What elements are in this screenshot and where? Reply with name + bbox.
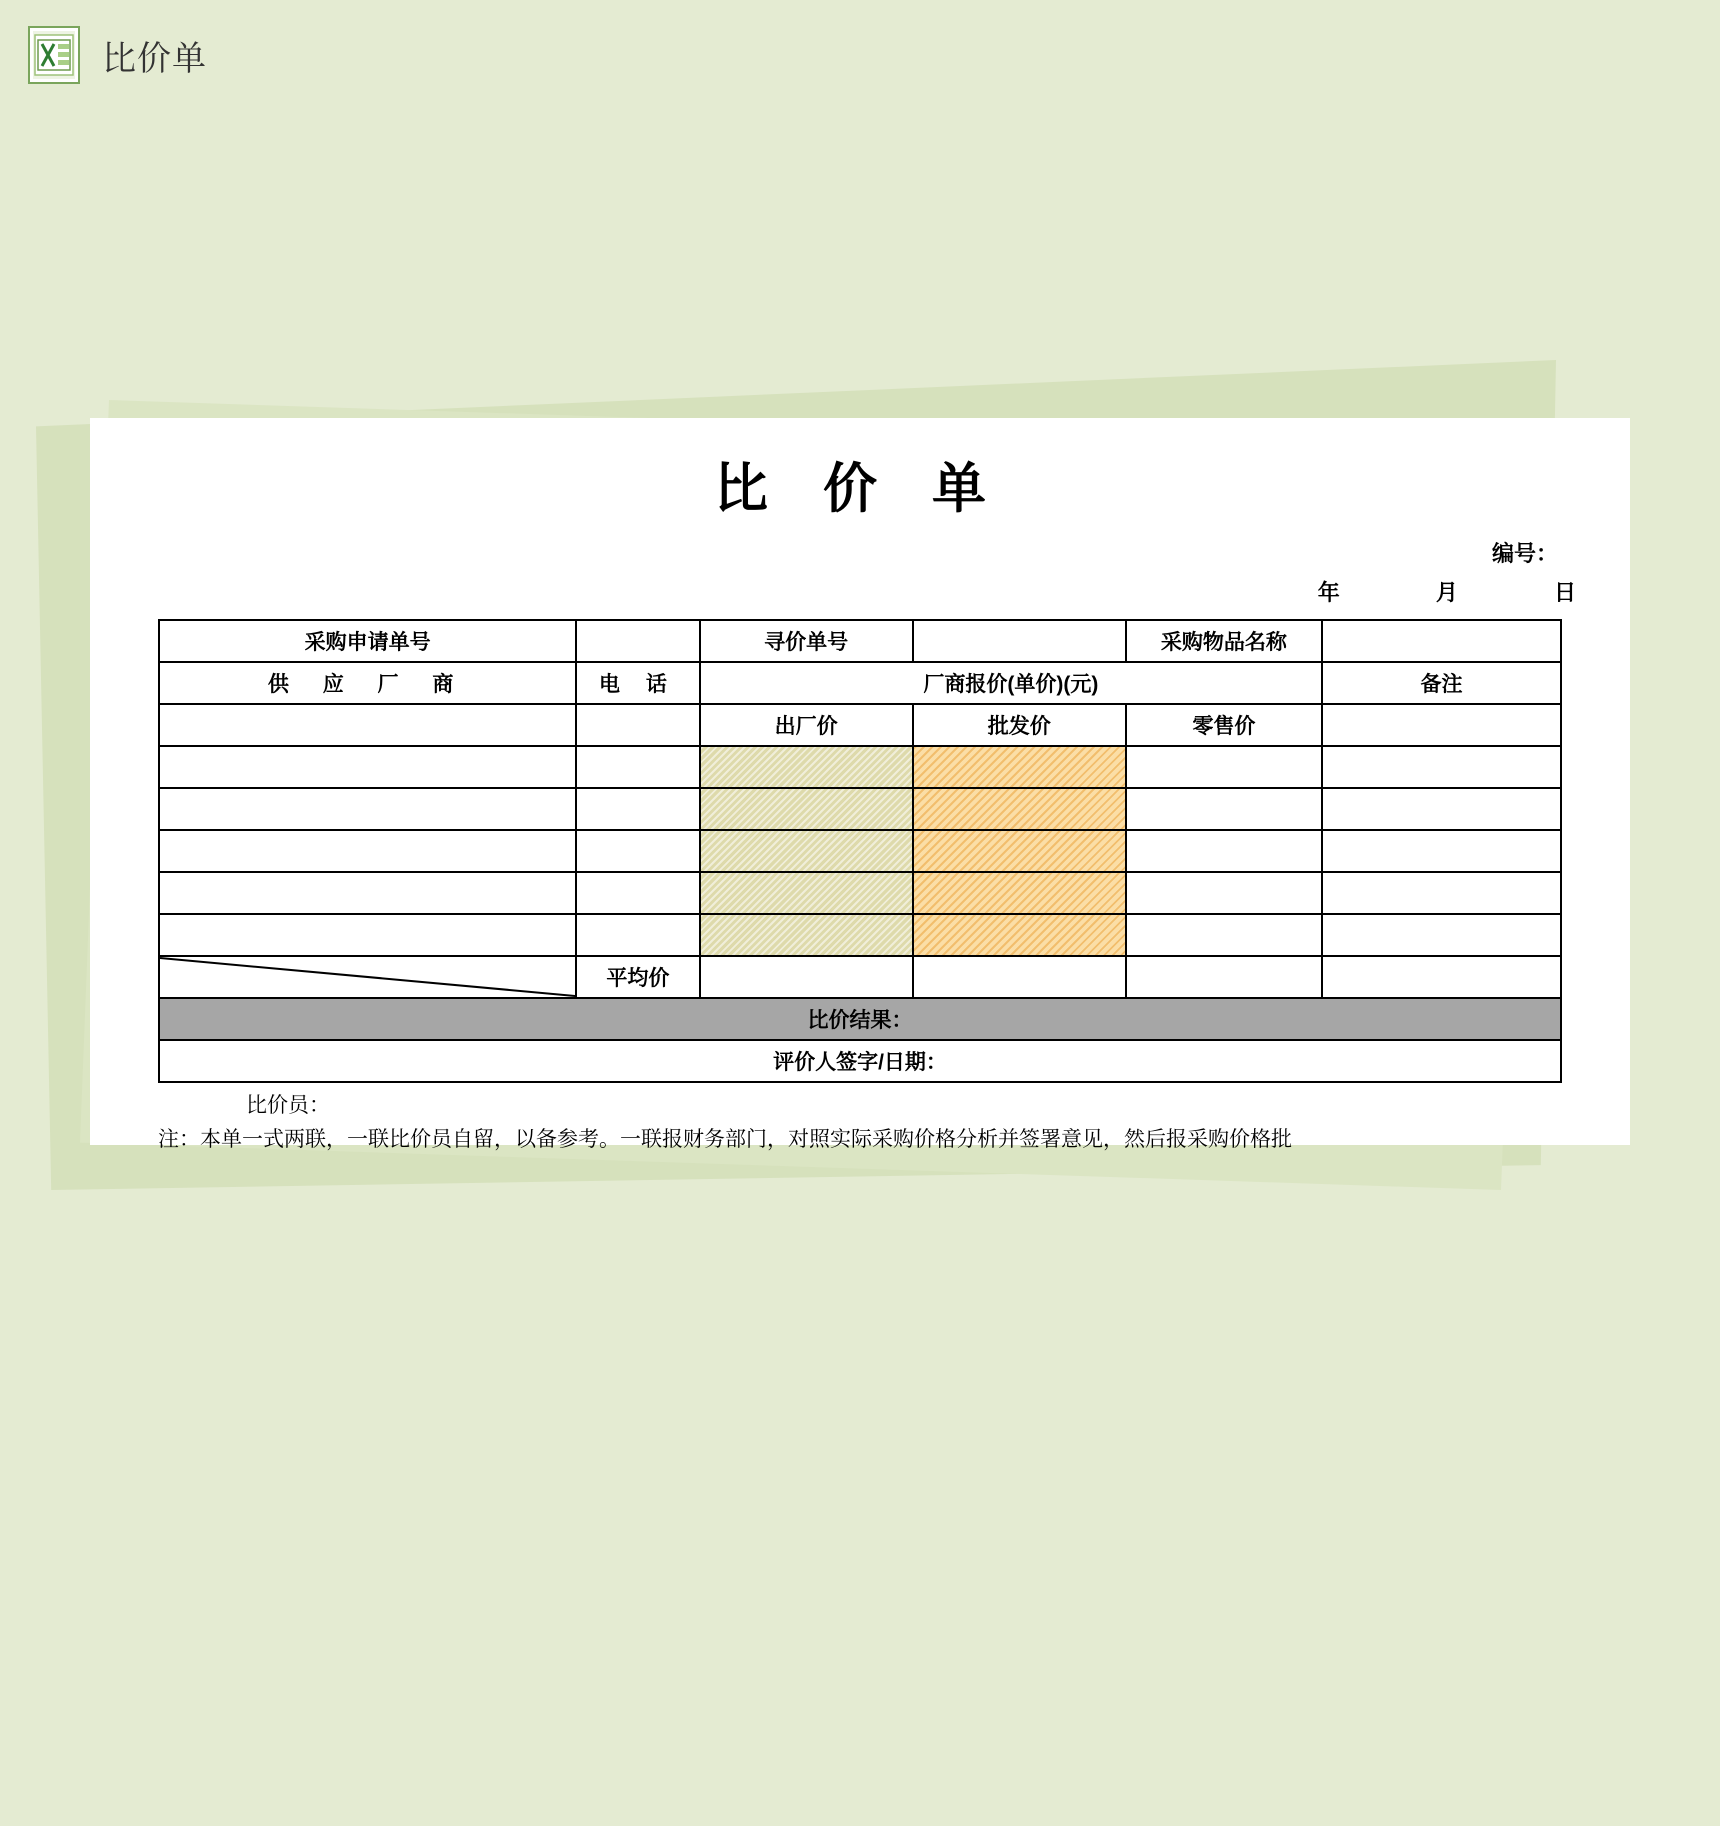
app-topbar [0,0,1720,110]
request-no-label: 采购申请单号 [159,620,576,662]
table-row-average [159,956,1561,998]
cell-retail-price[interactable] [1126,872,1322,914]
cell-wholesale-price[interactable] [913,830,1126,872]
document-number-label: 编号： [1491,541,1558,566]
table-row [159,872,1561,914]
table-row [159,914,1561,956]
col-header-quote-group: 厂商报价(单价)(元) [700,662,1322,704]
result-label[interactable]: 比价结果： [159,998,1561,1040]
sub-header-wholesale-price: 批发价 [913,704,1126,746]
topbar-title: 比价单 [102,39,207,78]
cell-factory-price[interactable] [700,788,913,830]
cell-retail-price[interactable] [1126,914,1322,956]
date-year-label: 年 [1317,580,1342,605]
cell-wholesale-price[interactable] [913,746,1126,788]
sub-header-blank-supplier [159,704,576,746]
table-row-signature [159,1040,1561,1082]
cell-supplier[interactable] [159,788,576,830]
excel-file-icon [28,26,80,84]
date-month-label: 月 [1435,580,1460,605]
page-title: 比 价 单 [713,459,1006,519]
table-row [159,788,1561,830]
cell-note[interactable] [1322,872,1561,914]
cell-note[interactable] [1322,830,1561,872]
table-row-column-group [159,662,1561,704]
cell-supplier[interactable] [159,746,576,788]
cell-wholesale-price[interactable] [913,872,1126,914]
document-sheet [90,418,1630,1151]
average-wholesale-price[interactable] [913,956,1126,998]
table-row [159,830,1561,872]
table-row [159,746,1561,788]
inquiry-no-label: 寻价单号 [700,620,913,662]
cell-wholesale-price[interactable] [913,788,1126,830]
cell-wholesale-price[interactable] [913,914,1126,956]
average-note[interactable] [1322,956,1561,998]
cell-retail-price[interactable] [1126,830,1322,872]
cell-phone[interactable] [576,872,699,914]
diagonal-slash-icon [160,957,575,997]
cell-factory-price[interactable] [700,830,913,872]
item-name-label: 采购物品名称 [1126,620,1322,662]
cell-factory-price[interactable] [700,872,913,914]
sub-header-retail-price: 零售价 [1126,704,1322,746]
inquiry-no-value[interactable] [913,620,1126,662]
footer-operator-label: 比价员： [246,1094,330,1117]
average-factory-price[interactable] [700,956,913,998]
cell-phone[interactable] [576,746,699,788]
cell-supplier[interactable] [159,914,576,956]
cell-phone[interactable] [576,830,699,872]
cell-note[interactable] [1322,788,1561,830]
price-comparison-table [158,619,1562,1083]
cell-note[interactable] [1322,914,1561,956]
table-row-result [159,998,1561,1040]
average-slash-cell [159,956,576,998]
date-day-label: 日 [1554,580,1579,605]
average-label: 平均价 [576,956,699,998]
cell-factory-price[interactable] [700,914,913,956]
average-retail-price[interactable] [1126,956,1322,998]
col-header-note: 备注 [1322,662,1561,704]
cell-phone[interactable] [576,788,699,830]
sub-header-blank-note [1322,704,1561,746]
cell-phone[interactable] [576,914,699,956]
cell-retail-price[interactable] [1126,746,1322,788]
cell-supplier[interactable] [159,830,576,872]
sub-header-blank-phone [576,704,699,746]
footer-note: 注：本单一式两联，一联比价员自留，以备参考。一联报财务部门，对照实际采购价格分析并签署意见，然后报采购价格批 [158,1128,1292,1151]
request-no-value[interactable] [576,620,699,662]
col-header-supplier: 供 应 厂 商 [159,662,576,704]
cell-note[interactable] [1322,746,1561,788]
table-row-sub-headers [159,704,1561,746]
cell-factory-price[interactable] [700,746,913,788]
cell-retail-price[interactable] [1126,788,1322,830]
col-header-phone: 电 话 [576,662,699,704]
table-row-header-info [159,620,1561,662]
item-name-value[interactable] [1322,620,1561,662]
cell-supplier[interactable] [159,872,576,914]
document-footer [158,1089,1562,1153]
signature-label[interactable]: 评价人签字/日期： [159,1040,1561,1082]
document-date-line [90,576,1630,607]
sub-header-factory-price: 出厂价 [700,704,913,746]
